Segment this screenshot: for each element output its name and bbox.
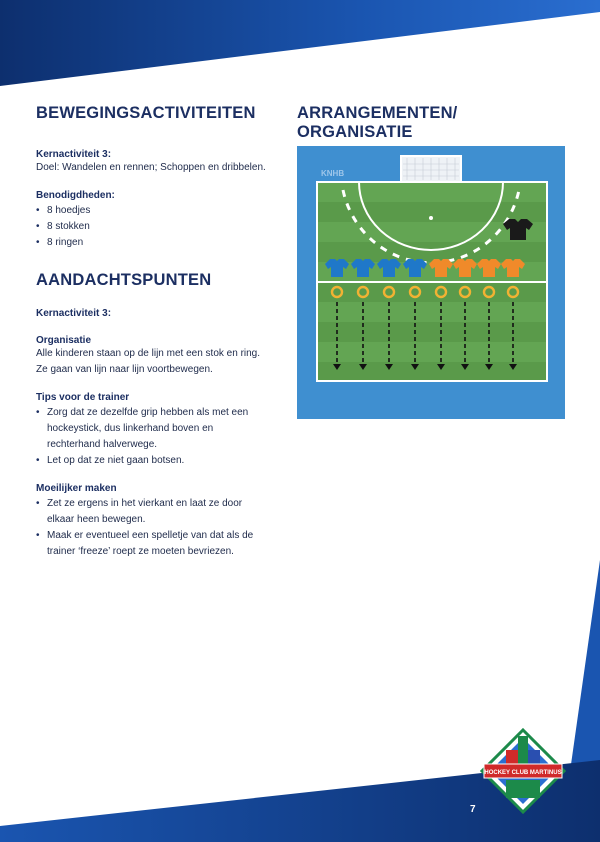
list-item: • 8 hoedjes (36, 203, 268, 219)
tips-label: Tips voor de trainer (36, 392, 130, 403)
right-column (297, 104, 565, 142)
title-arrangementen: ARRANGEMENTEN/ ORGANISATIE (297, 104, 458, 141)
knhb-label: KNHB (321, 169, 345, 178)
top-band (0, 0, 600, 86)
club-logo (480, 728, 566, 814)
doel-text: Doel: Wandelen en rennen; Schoppen en dribbelen. (36, 162, 266, 173)
left-column (36, 104, 268, 560)
field-diagram (297, 146, 565, 419)
list-item: • Maak er eventueel een spelletje van dat als de trainer ‘freeze’ roept ze moeten bevriezen. (36, 528, 268, 560)
list-item: • Zorg dat ze dezelfde grip hebben als met een hockeystick, dus linkerhand boven en rechterhand halverwege. (36, 405, 268, 453)
moeilijker-label: Moeilijker maken (36, 483, 117, 494)
org-label: Organisatie (36, 335, 92, 346)
list-item: • Zet ze ergens in het vierkant en laat ze door elkaar heen bewegen. (36, 496, 268, 528)
title-aandachtspunten: AANDACHTSPUNTEN (36, 271, 212, 289)
logo-text: HOCKEY CLUB MARTINUS (484, 770, 562, 776)
list-item: • Let op dat ze niet gaan botsen. (36, 453, 268, 469)
org-text: Alle kinderen staan op de lijn met een stok en ring. Ze gaan van lijn naar lijn voortbewegen. (36, 348, 261, 375)
title-bewegingsactiviteiten: BEWEGINGSACTIVITEITEN (36, 104, 256, 122)
tips-list (36, 405, 268, 469)
benodigd-label: Benodigdheden: (36, 190, 115, 201)
moeilijker-list (36, 496, 268, 560)
list-item: • 8 ringen (36, 235, 268, 251)
penalty-spot (429, 216, 433, 220)
kern-label-2: Kernactiviteit 3: (36, 308, 112, 319)
benodigd-list (36, 203, 268, 251)
list-item: • 8 stokken (36, 219, 268, 235)
page-number: 7 (470, 804, 476, 815)
kern-label: Kernactiviteit 3: (36, 149, 112, 160)
